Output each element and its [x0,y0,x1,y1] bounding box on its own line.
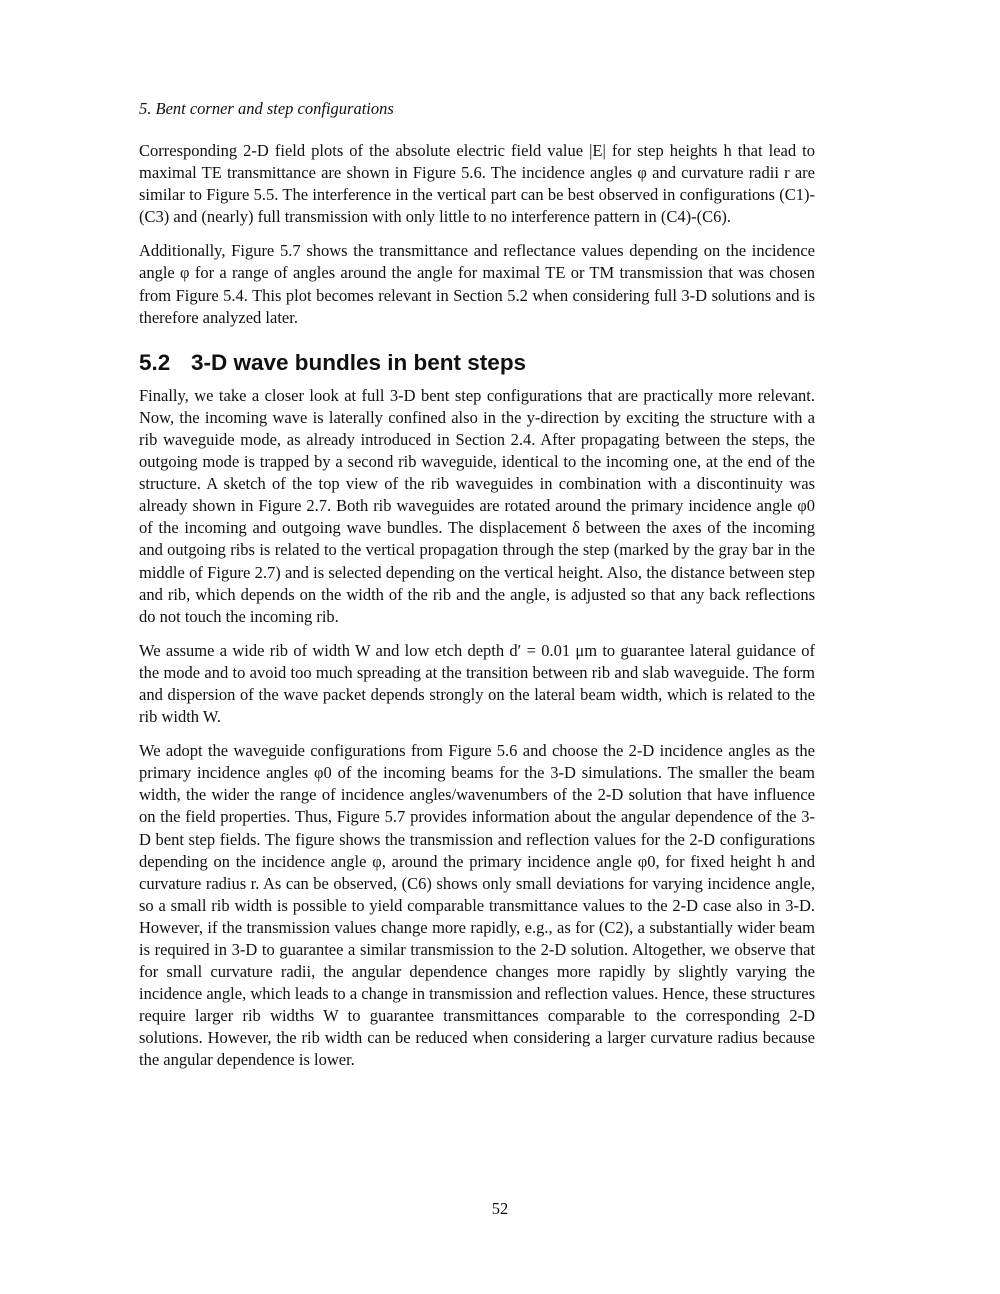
section-number: 5.2 [139,349,171,375]
paragraph: Corresponding 2-D field plots of the absolute electric field value |E| for step heights h that lead to maximal TE transmittance are shown in Figure 5.6. The incidence angles φ and curvature radii r are similar to Figure 5.5. The interference in the vertical part can be best observed in configurations (C1)-(C3) and (nearly) full transmission with only little to no interference pattern in (C4)-(C6). [139,141,815,227]
page-number: 52 [491,1199,509,1218]
running-header: 5. Bent corner and step configurations [139,99,394,118]
paragraph: Additionally, Figure 5.7 shows the transmittance and reflectance values depending on the incidence angle φ for a range of angles around the angle for maximal TE or TM transmission that was chosen from Figure 5.4. This plot becomes relevant in Section 5.2 when considering full 3-D solutions and is therefore analyzed later. [139,241,815,327]
page-body [139,140,815,1084]
paragraph: We assume a wide rib of width W and low etch depth d′ = 0.01 μm to guarantee lateral guidance of the mode and to avoid too much spreading at the transition between rib and slab waveguide. The form and dispersion of the wave packet depends strongly on the lateral beam width, which is related to the rib width W. [139,640,815,727]
section-heading [139,349,815,377]
section-title: 3-D wave bundles in bent steps [191,349,527,375]
paragraph: We adopt the waveguide configurations from Figure 5.6 and choose the 2-D incidence angles as the primary incidence angles φ0 of the incoming beams for the 3-D simulations. The smaller the beam width, the wider the range of incidence angles/wavenumbers of the 2-D solution that have influence on the field properties. Thus, Figure 5.7 provides information about the angular dependence of the 3-D bent step fields. The figure shows the transmission and reflection values for the 2-D configurations depending on the incidence angle φ, around the primary incidence angle φ0, for fixed height h and curvature radius r. As can be observed, (C6) shows only small deviations for varying incidence angle, so a small rib width is possible to yield comparable transmittance values to the 2-D case also in 3-D. However, if the transmission values change more rapidly, e.g., as for (C2), a substantially wider beam is required in 3-D to guarantee a similar transmission to the 2-D solution. Altogether, we observe that for small curvature radii, the angular dependence changes more rapidly by slightly varying the incidence angle, which leads to a change in transmission and reflection values. Hence, these structures require larger rib widths W to guarantee transmittances comparable to the corresponding 2-D solutions. However, the rib width can be reduced when considering a larger curvature radius because the angular dependence is lower. [139,741,815,1070]
paragraph: Finally, we take a closer look at full 3-D bent step configurations that are practically more relevant. Now, the incoming wave is laterally confined also in the y-direction by exciting the structure with a rib waveguide mode, as already introduced in Section 2.4. After propagating between the steps, the outgoing mode is trapped by a second rib waveguide, identical to the incoming one, at the end of the structure. A sketch of the top view of the rib waveguides in combination with a discontinuity was already shown in Figure 2.7. Both rib waveguides are rotated around the primary incidence angle φ0 of the incoming and outgoing wave bundles. The displacement δ between the axes of the incoming and outgoing ribs is related to the vertical propagation through the step (marked by the gray bar in the middle of Figure 2.7) and is selected depending on the vertical height. Also, the distance between step and rib, which depends on the width of the rib and the angle, is adjusted so that any back reflections do not touch the incoming rib. [139,385,815,626]
